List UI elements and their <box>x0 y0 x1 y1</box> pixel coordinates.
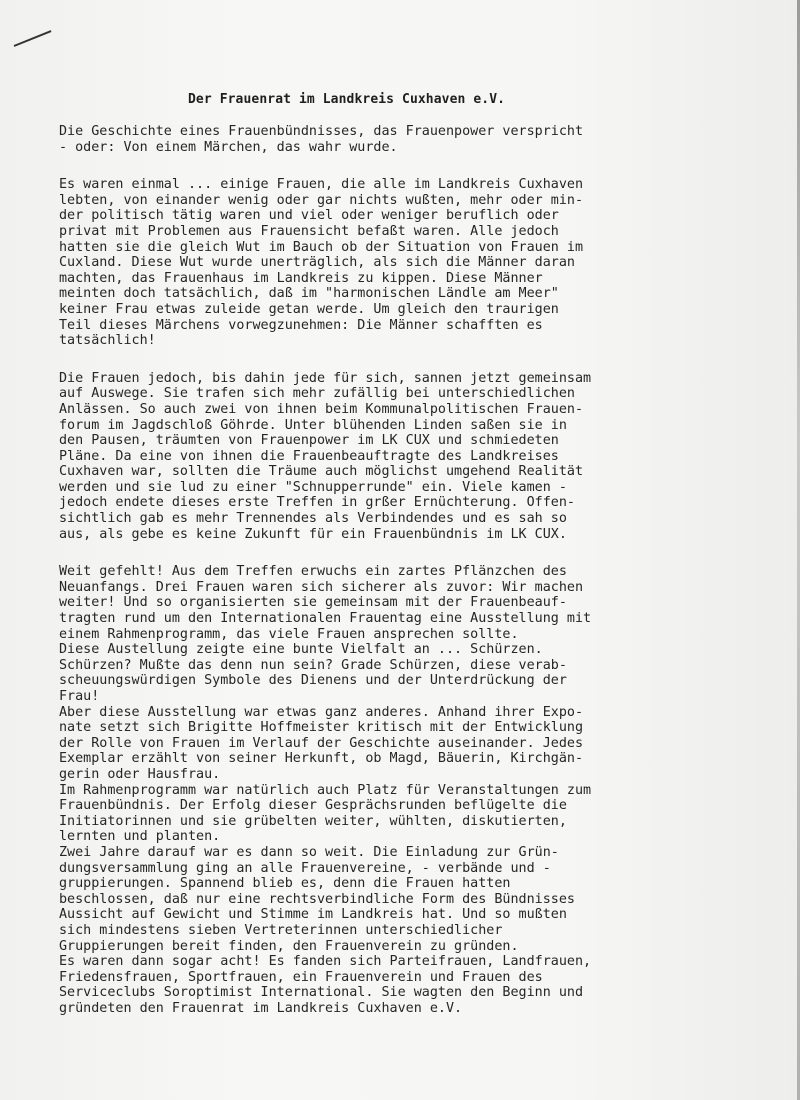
text-line: Cuxland. Diese Wut wurde unerträglich, als sich die Männer daran <box>59 255 575 271</box>
text-line: Diese Austellung zeigte eine bunte Vielfalt an ... Schürzen. <box>59 642 543 658</box>
text-line: Zwei Jahre darauf war es dann so weit. Die Einladung zur Grün- <box>59 844 559 860</box>
text-line: Schürzen? Mußte das denn nun sein? Grade Schürzen, diese verab- <box>59 657 567 673</box>
text-line: sich mindestens sieben Vertreterinnen unterschiedlicher <box>59 922 503 938</box>
text-line: Es waren dann sogar acht! Es fanden sich Parteifrauen, Landfrauen, <box>59 954 592 970</box>
text-line: Im Rahmenprogramm war natürlich auch Platz für Veranstaltungen zum <box>59 782 592 798</box>
text-line: sichtlich gab es mehr Trennendes als Verbindendes und es sah so <box>59 511 567 527</box>
document-body <box>59 124 699 1016</box>
text-line: der Rolle von Frauen im Verlauf der Geschichte auseinander. Jedes <box>59 735 584 751</box>
text-line: auf Auswege. Sie trafen sich mehr zufällig bei unterschiedlichen <box>59 386 575 402</box>
text-line: keiner Frau etwas zuleide getan werde. Um gleich den traurigen <box>59 301 559 317</box>
text-line: werden und sie lud zu einer "Schnupperrunde" ein. Viele kamen - <box>59 479 567 495</box>
text-line: Cuxhaven war, sollten die Träume auch möglichst umgehend Realität <box>59 464 584 480</box>
text-line: Initiatorinnen und sie grübelten weiter, wühlten, diskutierten, <box>59 813 567 829</box>
text-line: Neuanfangs. Drei Frauen waren sich sicherer als zuvor: Wir machen <box>59 579 584 595</box>
text-line: Frauenbündnis. Der Erfolg dieser Gesprächsrunden beflügelte die <box>59 798 567 814</box>
text-line: gründeten den Frauenrat im Landkreis Cuxhaven e.V. <box>59 1000 463 1016</box>
text-line: Friedensfrauen, Sportfrauen, ein Frauenverein und Frauen des <box>59 969 543 985</box>
text-line: Die Frauen jedoch, bis dahin jede für sich, sannen jetzt gemeinsam <box>59 370 592 386</box>
text-line: lernten und planten. <box>59 829 221 845</box>
text-line: aus, als gebe es keine Zukunft für ein Frauenbündnis im LK CUX. <box>59 526 567 542</box>
text-line: scheuungswürdigen Symbole des Dienens und der Unterdrückung der <box>59 673 567 689</box>
text-line: Gruppierungen bereit finden, den Frauenverein zu gründen. <box>59 938 519 954</box>
paragraph <box>59 177 699 349</box>
paragraph <box>59 371 699 543</box>
text-line: machten, das Frauenhaus im Landkreis zu kippen. Diese Männer <box>59 270 543 286</box>
text-line: dungsversammlung ging an alle Frauenvereine, - verbände und - <box>59 860 551 876</box>
paragraph <box>59 564 699 1016</box>
text-line: einem Rahmenprogramm, das viele Frauen ansprechen sollte. <box>59 626 519 642</box>
text-line: Anlässen. So auch zwei von ihnen beim Kommunalpolitischen Frauen- <box>59 401 584 417</box>
text-line: gruppierungen. Spannend blieb es, denn die Frauen hatten <box>59 876 511 892</box>
text-line: Es waren einmal ... einige Frauen, die alle im Landkreis Cuxhaven <box>59 177 584 193</box>
text-line: Aussicht auf Gewicht und Stimme im Landkreis hat. Und so mußten <box>59 907 567 923</box>
text-line: Exemplar erzählt von seiner Herkunft, ob Magd, Bäuerin, Kirchgän- <box>59 751 584 767</box>
text-line: meinten doch tatsächlich, daß im "harmonischen Ländle am Meer" <box>59 286 559 302</box>
text-line: jedoch endete dieses erste Treffen in grßer Ernüchterung. Offen- <box>59 495 575 511</box>
text-line: privat mit Problemen aus Frauensicht befaßt waren. Alle jedoch <box>59 223 559 239</box>
text-line: forum im Jagdschloß Göhrde. Unter blühenden Linden saßen sie in <box>59 417 567 433</box>
text-line: gerin oder Hausfrau. <box>59 766 221 782</box>
text-line: - oder: Von einem Märchen, das wahr wurde. <box>59 139 398 155</box>
text-line: weiter! Und so organisierten sie gemeinsam mit der Frauenbeauf- <box>59 595 567 611</box>
text-line: Frau! <box>59 689 100 704</box>
document-title: Der Frauenrat im Landkreis Cuxhaven e.V. <box>188 92 506 107</box>
text-line: Pläne. Da eine von ihnen die Frauenbeauftragte des Landkreises <box>59 448 559 464</box>
text-line: der politisch tätig waren und viel oder weniger beruflich oder <box>59 208 559 224</box>
text-line: Weit gefehlt! Aus dem Treffen erwuchs ein zartes Pflänzchen des <box>59 564 567 580</box>
text-line: Die Geschichte eines Frauenbündnisses, das Frauenpower verspricht <box>59 124 584 139</box>
text-line: tragten rund um den Internationalen Frauentag eine Ausstellung mit <box>59 611 592 627</box>
text-line: lebten, von einander wenig oder gar nichts wußten, mehr oder min- <box>59 192 584 208</box>
pen-mark <box>14 30 52 47</box>
paragraph <box>59 124 699 155</box>
text-line: Serviceclubs Soroptimist International. Sie wagten den Beginn und <box>59 985 584 1001</box>
text-line: den Pausen, träumten von Frauenpower im LK CUX und schmiedeten <box>59 433 559 449</box>
text-line: beschlossen, daß nur eine rechtsverbindliche Form des Bündnisses <box>59 891 575 907</box>
text-line: tatsächlich! <box>59 333 156 349</box>
text-line: Aber diese Ausstellung war etwas ganz anderes. Anhand ihrer Expo- <box>59 704 584 720</box>
text-line: Teil dieses Märchens vorwegzunehmen: Die Männer schafften es <box>59 317 543 333</box>
text-line: nate setzt sich Brigitte Hoffmeister kritisch mit der Entwicklung <box>59 720 584 736</box>
text-line: hatten sie die gleich Wut im Bauch ob der Situation von Frauen im <box>59 239 584 255</box>
